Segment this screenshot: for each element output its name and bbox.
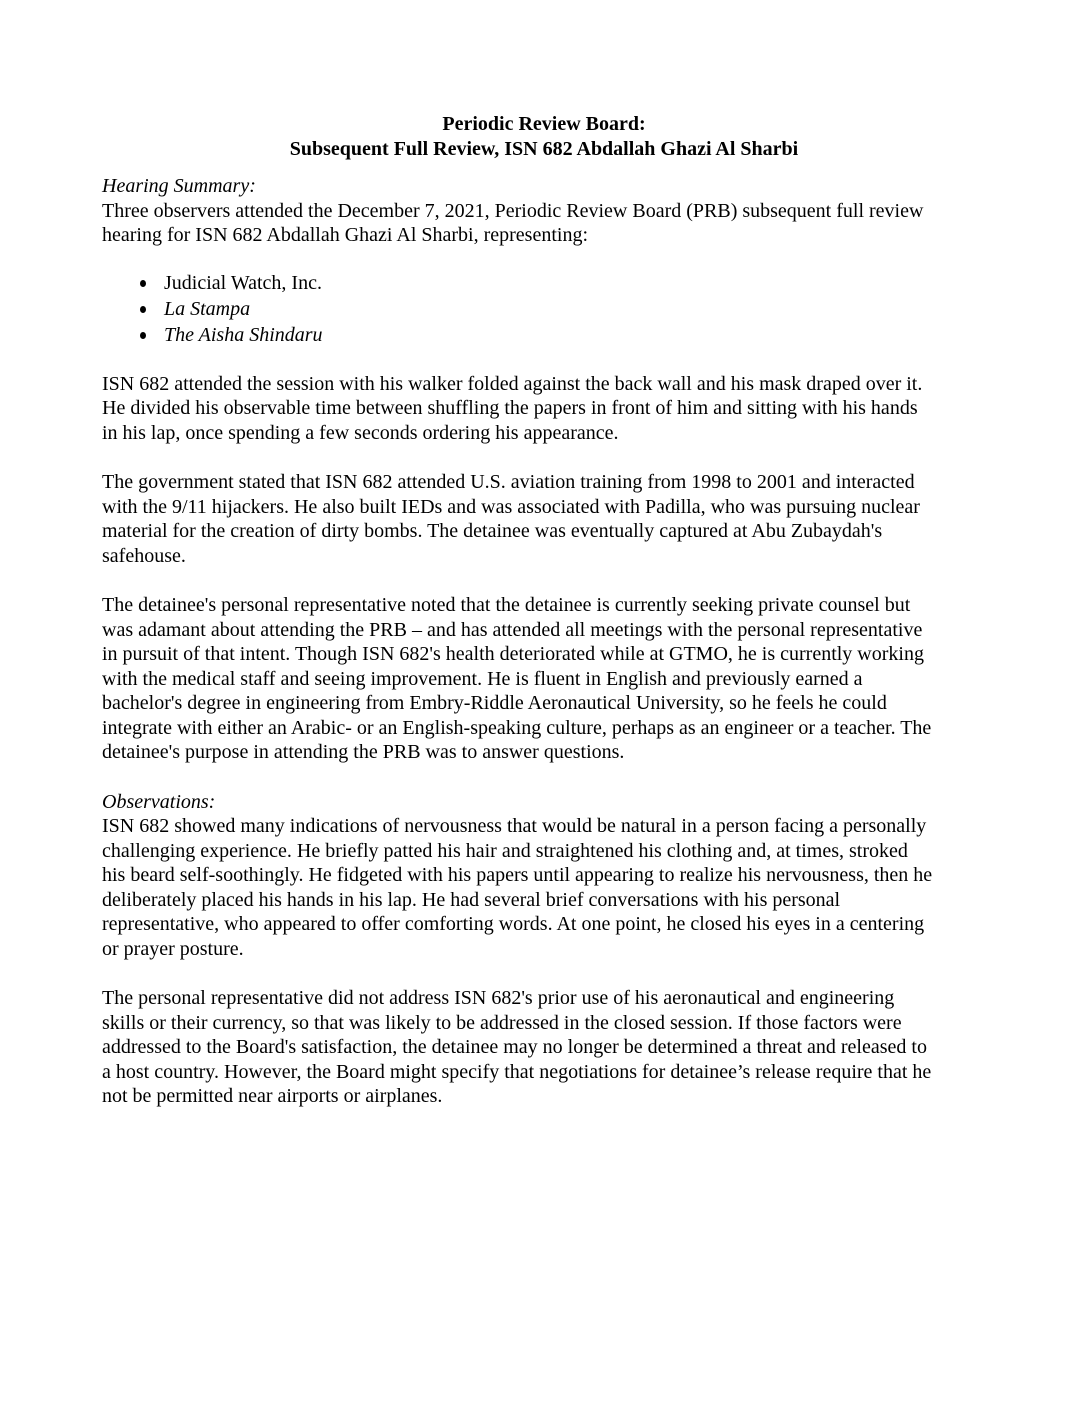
text-line: material for the creation of dirty bombs. The detainee was eventually captured at Abu Zubaydah's xyxy=(102,520,883,542)
title-line-1: Periodic Review Board: xyxy=(442,113,646,135)
text-line: detainee's purpose in attending the PRB was to answer questions. xyxy=(102,741,625,763)
text-line: skills or their currency, so that was likely to be addressed in the closed session. If those factors were xyxy=(102,1011,902,1034)
text-line: addressed to the Board's satisfaction, the detainee may no longer be determined a threat and released to xyxy=(102,1036,927,1058)
bullet-icon xyxy=(140,306,146,313)
observer-list-item xyxy=(102,270,1002,296)
document-body xyxy=(102,174,1002,1109)
text-line: He divided his observable time between shuffling the papers in front of him and sitting with his hands xyxy=(102,397,918,419)
text-line: ISN 682 attended the session with his walker folded against the back wall and his mask draped over it. xyxy=(102,372,923,395)
paragraph-government-statement xyxy=(102,470,1002,568)
text-line: or prayer posture. xyxy=(102,937,244,960)
text-line: representative, who appeared to offer comforting words. At one point, he closed his eyes in a centering xyxy=(102,913,925,935)
paragraph-nervousness xyxy=(102,814,1002,961)
text-line: bachelor's degree in engineering from Embry-Riddle Aeronautical University, so he feels he could xyxy=(102,692,887,714)
observer-list-item xyxy=(102,296,1002,322)
text-line: hearing for ISN 682 Abdallah Ghazi Al Sharbi, representing: xyxy=(102,224,588,246)
observer-list xyxy=(102,270,1002,348)
hearing-summary-intro xyxy=(102,199,1002,248)
document-title xyxy=(0,112,1088,162)
observer-name: La Stampa xyxy=(164,297,251,320)
text-line: The detainee's personal representative noted that the detainee is currently seeking private counsel but xyxy=(102,594,911,616)
paragraph-attendance xyxy=(102,372,1002,446)
text-line: his beard self-soothingly. He fidgeted with his papers until appearing to realize his nervousness, then he xyxy=(102,864,933,886)
observer-list-item xyxy=(102,322,1002,348)
observer-name: Judicial Watch, Inc. xyxy=(164,271,322,294)
text-line: The personal representative did not address ISN 682's prior use of his aeronautical and engineering xyxy=(102,987,895,1009)
text-line: integrate with either an Arabic- or an English-speaking culture, perhaps as an engineer or a teacher. The xyxy=(102,716,932,739)
text-line: safehouse. xyxy=(102,544,186,567)
observations-heading: Observations: xyxy=(102,790,216,813)
title-line-2: Subsequent Full Review, ISN 682 Abdallah Ghazi Al Sharbi xyxy=(289,138,799,160)
text-line: in his lap, once spending a few seconds ordering his appearance. xyxy=(102,421,619,444)
text-line: The government stated that ISN 682 attended U.S. aviation training from 1998 to 2001 and interacted xyxy=(102,471,915,493)
text-line: a host country. However, the Board might specify that negotiations for detainee’s release require that he xyxy=(102,1060,932,1083)
text-line: deliberately placed his hands in his lap. He had several brief conversations with his personal xyxy=(102,888,841,911)
text-line: Three observers attended the December 7, 2021, Periodic Review Board (PRB) subsequent full review xyxy=(102,199,924,222)
text-line: not be permitted near airports or airplanes. xyxy=(102,1085,443,1107)
text-line: challenging experience. He briefly patted his hair and straightened his clothing and, at times, stroked xyxy=(102,839,908,862)
paragraph-assessment xyxy=(102,986,1002,1109)
observations-section xyxy=(102,790,1002,1109)
paragraph-personal-representative xyxy=(102,593,1002,765)
observer-name: The Aisha Shindaru xyxy=(164,323,323,346)
text-line: with the medical staff and seeing improvement. He is fluent in English and previously earned a xyxy=(102,667,863,690)
text-line: ISN 682 showed many indications of nervousness that would be natural in a person facing a personally xyxy=(102,815,927,837)
text-line: was adamant about attending the PRB – and has attended all meetings with the personal representative xyxy=(102,618,923,641)
bullet-icon xyxy=(140,280,146,287)
text-line: in pursuit of that intent. Though ISN 682's health deteriorated while at GTMO, he is currently working xyxy=(102,643,924,665)
hearing-summary-section xyxy=(102,174,1002,765)
hearing-summary-heading: Hearing Summary: xyxy=(102,175,256,197)
text-line: with the 9/11 hijackers. He also built IEDs and was associated with Padilla, who was pursuing nuclear xyxy=(102,495,920,518)
bullet-icon xyxy=(140,332,146,339)
